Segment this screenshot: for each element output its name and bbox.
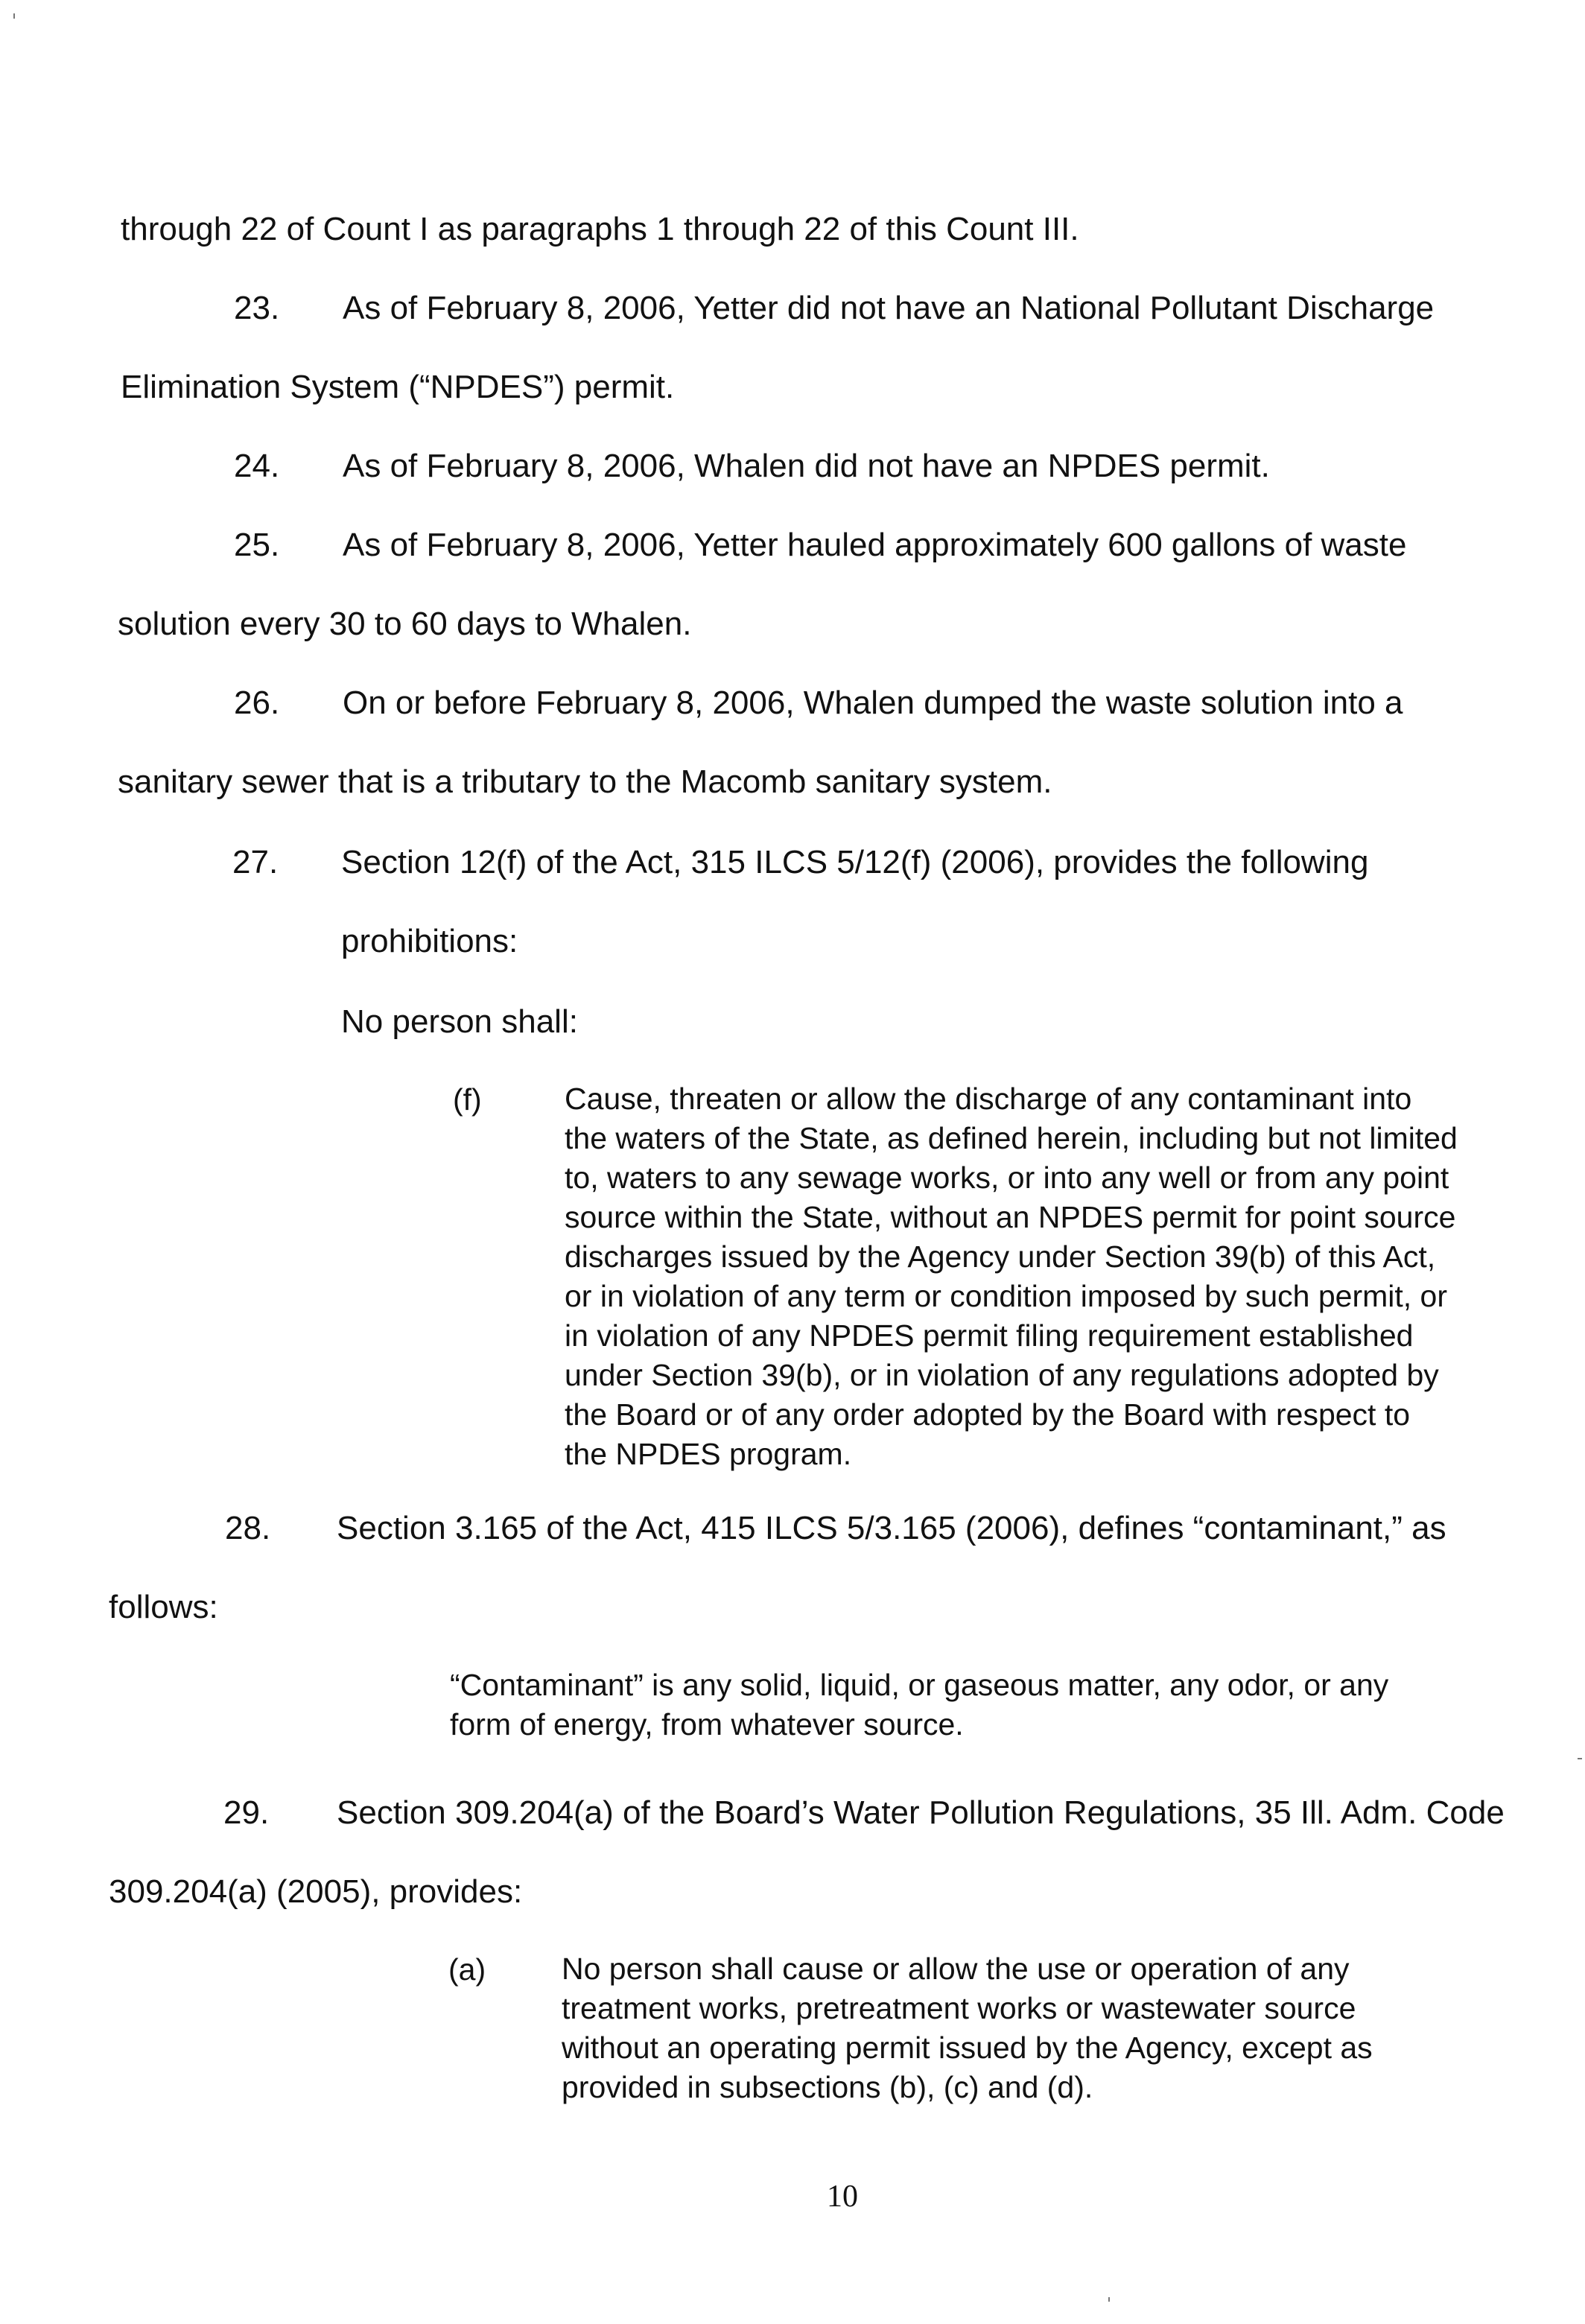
paragraph-number-29: 29. (223, 1794, 270, 1831)
paragraph-27-line-1: Section 12(f) of the Act, 315 ILCS 5/12(f) (2006), provides the following (341, 844, 1369, 880)
quote-a-label: (a) (448, 1952, 486, 1987)
paragraph-28-line-1: Section 3.165 of the Act, 415 ILCS 5/3.165 (2006), defines “contaminant,” as (337, 1510, 1446, 1546)
quote-contaminant-text: “Contaminant” is any solid, liquid, or gaseous matter, any odor, or any form of energy, from whatever source. (450, 1668, 1389, 1742)
quote-a-text: No person shall cause or allow the use or operation of any treatment works, pretreatment works or wastewater source without an operating permit issued by the Agency, except as provided in subsections (b), (c) and (d). (562, 1952, 1373, 2104)
scan-speck (13, 13, 15, 19)
paragraph-number-27: 27. (232, 844, 279, 880)
paragraph-23-line-2: Elimination System (“NPDES”) permit. (121, 369, 675, 405)
paragraph-26-line-1: On or before February 8, 2006, Whalen dumped the waste solution into a (343, 685, 1403, 721)
paragraph-number-26: 26. (234, 685, 280, 721)
scan-speck (1108, 2297, 1110, 2302)
quote-f-label: (f) (453, 1082, 482, 1117)
paragraph-number-24: 24. (234, 448, 280, 484)
continuation-line: through 22 of Count I as paragraphs 1 through 22 of this Count III. (121, 211, 1079, 247)
paragraph-25-line-1: As of February 8, 2006, Yetter hauled approximately 600 gallons of waste (343, 527, 1407, 563)
page-number: 10 (827, 2179, 858, 2214)
paragraph-number-25: 25. (234, 527, 280, 563)
paragraph-number-23: 23. (234, 290, 280, 326)
paragraph-number-28: 28. (225, 1510, 271, 1546)
paragraph-29-line-1: Section 309.204(a) of the Board’s Water Pollution Regulations, 35 Ill. Adm. Code (337, 1794, 1505, 1831)
paragraph-25-line-2: solution every 30 to 60 days to Whalen. (118, 606, 692, 642)
paragraph-28-line-2: follows: (109, 1589, 218, 1625)
paragraph-24-line-1: As of February 8, 2006, Whalen did not have an NPDES permit. (343, 448, 1270, 484)
paragraph-27-line-3: No person shall: (341, 1003, 578, 1040)
quote-f-text: Cause, threaten or allow the discharge of any contaminant into the waters of the State, as defined herein, including but not limited to, waters to any sewage works, or into any well or from any point source within the State, without an NPDES permit for point source discharges issued by the Agency under Section 39(b) of this Act, or in violation of any term or condition imposed by such permit, or in violation of any NPDES permit filing requirement established under Section 39(b), or in violation of any regulations adopted by the Board or of any order adopted by the Board with respect to the NPDES program. (565, 1082, 1458, 1471)
paragraph-23-line-1: As of February 8, 2006, Yetter did not have an National Pollutant Discharge (343, 290, 1435, 326)
paragraph-29-line-2: 309.204(a) (2005), provides: (109, 1873, 523, 1910)
paragraph-26-line-2: sanitary sewer that is a tributary to the Macomb sanitary system. (118, 763, 1052, 800)
paragraph-27-line-2: prohibitions: (341, 923, 518, 959)
scan-speck (1578, 1758, 1582, 1759)
